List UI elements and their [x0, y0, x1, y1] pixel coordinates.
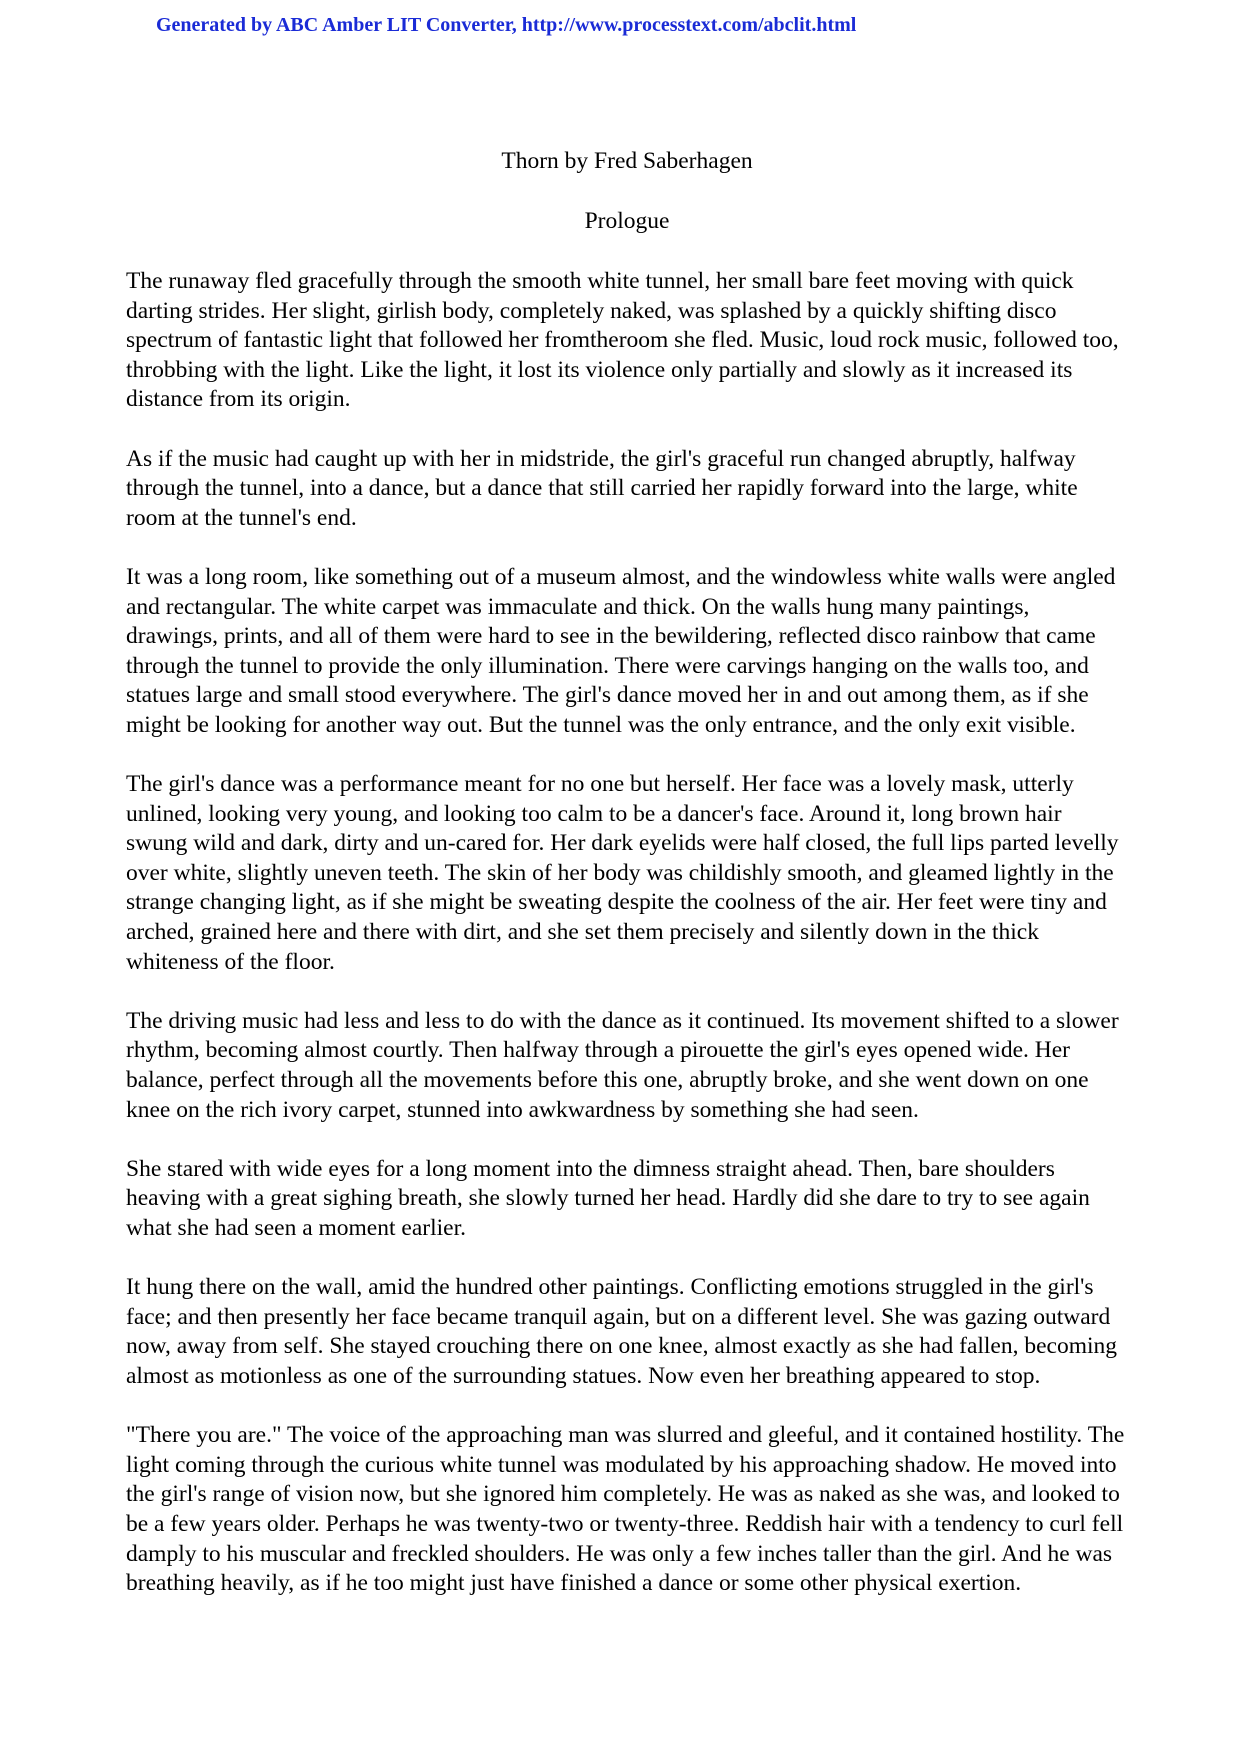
paragraph: As if the music had caught up with her in midstride, the girl's graceful run changed abruptly, halfway through the tunnel, into a dance, but a dance that still carried her rapidly forward into the large, white room at the tunnel's end.: [126, 445, 1078, 531]
paragraph: It hung there on the wall, amid the hundred other paintings. Conflicting emotions struggled in the girl's face; and then presently her face became tranquil again, but on a different level. She was gazing outward now, away from self. She stayed crouching there on one knee, almost exactly as she had fallen, becoming almost as motionless as one of the surrounding statues. Now even her breathing appeared to stop.: [126, 1274, 1118, 1389]
body-text: [126, 267, 1126, 1628]
paragraph: She stared with wide eyes for a long moment into the dimness straight ahead. Then, bare shoulders heaving with a great sighing breath, she slowly turned her head. Hardly did she dare to try to see again what she had seen a moment earlier.: [126, 1155, 1090, 1241]
paragraph: The driving music had less and less to do with the dance as it continued. Its movement shifted to a slower rhythm, becoming almost courtly. Then halfway through a pirouette the girl's eyes opened wide. Her balance, perfect through all the movements before this one, abruptly broke, and she went down on one knee on the rich ivory carpet, stunned into awkwardness by something she had seen.: [126, 1007, 1119, 1123]
paragraph: The girl's dance was a performance meant for no one but herself. Her face was a lovely mask, utterly unlined, looking very young, and looking too calm to be a dancer's face. Around it, long brown hair swung wild and dark, dirty and un-cared for. Her dark eyelids were half closed, the full lips parted levelly over white, slightly uneven teeth. The skin of her body was childishly smooth, and gleamed lightly in the strange changing light, as if she might be sweating despite the coolness of the air. Her feet were tiny and arched, grained here and there with dirt, and she set them precisely and silently down in the thick whiteness of the floor.: [126, 771, 1119, 975]
chapter-title: Prologue: [584, 208, 670, 234]
paragraph: The runaway fled gracefully through the smooth white tunnel, her small bare feet moving with quick darting strides. Her slight, girlish body, completely naked, was splashed by a quickly shifting disco spectrum of fantastic light that followed her fromtheroom she fled. Music, loud rock music, followed too, throbbing with the light. Like the light, it lost its violence only partially and slowly as it increased its distance from its origin.: [126, 268, 1119, 413]
book-title: Thorn by Fred Saberhagen: [501, 148, 753, 174]
converter-banner: Generated by ABC Amber LIT Converter, http://www.processtext.com/abclit.html: [156, 14, 857, 36]
paragraph: It was a long room, like something out of a museum almost, and the windowless white walls were angled and rectangular. The white carpet was immaculate and thick. On the walls hung many paintings, drawings, prints, and all of them were hard to see in the bewildering, reflected disco rainbow that came through the tunnel to provide the only illumination. There were carvings hanging on the walls too, and statues large and small stood everywhere. The girl's dance moved her in and out among them, as if she might be looking for another way out. But the tunnel was the only entrance, and the only exit visible.: [126, 563, 1116, 738]
paragraph: "There you are." The voice of the approaching man was slurred and gleeful, and it contained hostility. The light coming through the curious white tunnel was modulated by his approaching shadow. He moved into the girl's range of vision now, but she ignored him completely. He was as naked as she was, and looked to be a few years older. Perhaps he was twenty-two or twenty-three. Reddish hair with a tendency to curl fell damply to his muscular and freckled shoulders. He was only a few inches taller than the girl. And he was breathing heavily, as if he too might just have finished a dance or some other physical exertion.: [126, 1422, 1125, 1597]
